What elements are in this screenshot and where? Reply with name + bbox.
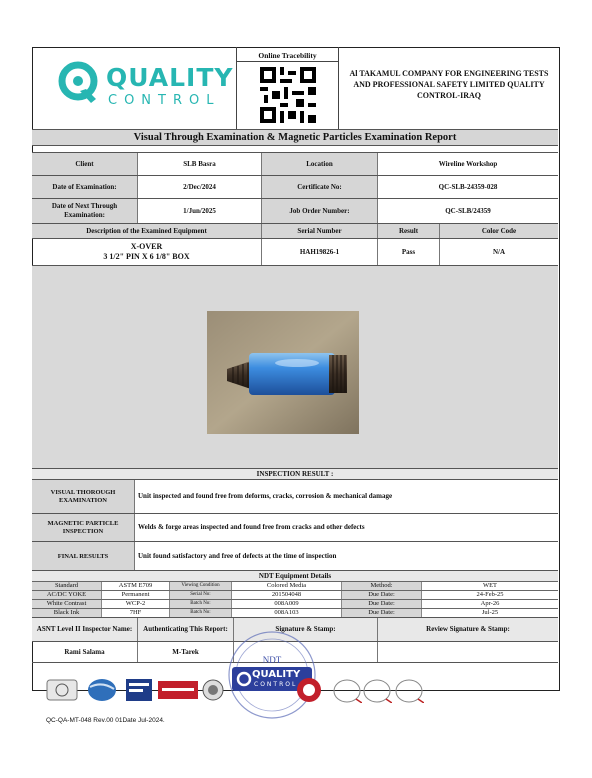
- ndt-cell: 7HF: [102, 609, 170, 617]
- ndt-cell: WET: [482, 582, 498, 589]
- result-header: Result: [378, 224, 440, 238]
- job-order-label: Job Order Number:: [262, 199, 378, 223]
- ndt-cell: Batch No:: [170, 600, 232, 608]
- auth-label: Authenticating This Report:: [138, 618, 234, 641]
- equipment-row: [32, 238, 558, 265]
- title-row: [32, 129, 558, 145]
- ndt-cell: Method:: [342, 582, 422, 590]
- globe-badge-icon: [86, 677, 118, 703]
- ndt-cell: White Contrast: [32, 600, 102, 608]
- ndt-cell: ASTM E709: [102, 582, 170, 590]
- ndt-cell: Serial No:: [170, 591, 232, 599]
- seal-badge-icon: [202, 679, 224, 701]
- signature-label: Signature & Stamp:: [234, 618, 378, 641]
- footer-revision: QC-QA-MT-048 Rev.00 01Date Jul-2024.: [46, 717, 165, 724]
- ndt-cell: AC/DC YOKE: [32, 591, 102, 599]
- qr-code-icon: [260, 67, 316, 123]
- company-name: Al TAKAMUL COMPANY FOR ENGINEERING TESTS AND PROFESSIONAL SAFETY LIMITED QUALITY CONTROL-IRAQ: [349, 69, 549, 100]
- serial-value: HAH19826-1: [262, 239, 378, 265]
- gray-seal-badge-icon: [394, 679, 424, 703]
- inspection-row: [32, 541, 558, 570]
- inspector-name: Rami Salama: [32, 642, 138, 662]
- color-header: Color Code: [481, 226, 517, 235]
- equipment-header-row: [32, 223, 558, 238]
- ndt-cell: Due Date:: [342, 591, 422, 599]
- job-order-value: QC-SLB/24359: [445, 206, 491, 215]
- desc-line-1: X-OVER: [130, 242, 163, 251]
- company-stamp: [226, 629, 318, 721]
- equipment-photo-area: [32, 265, 558, 469]
- ndt-cell: Viewing Condition: [170, 582, 232, 590]
- inspector-label: ASNT Level II Inspector Name:: [32, 618, 138, 641]
- spacer-row: [32, 145, 558, 152]
- date-exam-value: 2/Dec/2024: [138, 176, 262, 198]
- ndt-cell: 201504048: [232, 591, 342, 599]
- equipment-description: [32, 239, 262, 265]
- ndt-cell: Colored Media: [232, 582, 342, 590]
- certificate-value: QC-SLB-24359-028: [438, 182, 498, 191]
- accreditation-logos: [46, 677, 426, 707]
- review-signature-area: [378, 642, 558, 662]
- desc-header: Description of the Examined Equipment: [32, 224, 262, 238]
- ndt-row: [32, 590, 558, 599]
- ndt-cell: WCP-2: [102, 600, 170, 608]
- info-row: [32, 198, 558, 223]
- color-value: N/A: [492, 247, 506, 256]
- mpi-text: Welds & forge areas inspected and found free from cracks and other defects: [138, 523, 365, 531]
- inspection-title: INSPECTION RESULT :: [256, 469, 334, 478]
- ndt-cell: Batch No:: [170, 609, 232, 617]
- report-page: [32, 47, 560, 745]
- ndt-cell: Due Date:: [342, 609, 422, 617]
- location-label: Location: [262, 153, 378, 175]
- review-label: Review Signature & Stamp:: [426, 625, 510, 633]
- ndt-table: [32, 581, 558, 617]
- equipment-photo: [207, 311, 359, 434]
- final-text: Unit found satisfactory and free of defects at the time of inspection: [138, 551, 337, 560]
- next-exam-label: Date of Next Through Examination:: [32, 199, 138, 223]
- result-value: Pass: [378, 239, 440, 265]
- leea-badge-icon: [126, 679, 152, 701]
- ndt-title: NDT Equipment Details: [258, 571, 332, 580]
- location-value: Wireline Workshop: [438, 159, 498, 168]
- inspection-title-row: [32, 468, 558, 479]
- mpi-label: MAGNETIC PARTICLE INSPECTION: [32, 514, 135, 541]
- client-label: Client: [32, 153, 138, 175]
- info-row: [32, 175, 558, 198]
- header-divider: [338, 47, 339, 129]
- ndt-cell: Permanent: [102, 591, 170, 599]
- auth-name: M-Tarek: [138, 642, 234, 662]
- header: [32, 47, 558, 129]
- ndt-cell: 24-Feb-25: [476, 591, 504, 598]
- ndt-cell: 008A009: [232, 600, 342, 608]
- inspection-row: [32, 513, 558, 541]
- date-exam-label: Date of Examination:: [32, 176, 138, 198]
- online-tracebility-label: Online Tracebility: [258, 51, 317, 60]
- client-value: SLB Basra: [138, 153, 262, 175]
- ndt-cell: Black Ink: [32, 609, 102, 617]
- logo-word-quality: QUALITY: [106, 63, 234, 92]
- ndt-cell: Apr-26: [480, 600, 500, 607]
- ndt-row: [32, 608, 558, 617]
- ndt-title-row: [32, 570, 558, 581]
- stamp-ndt: NDT: [262, 655, 282, 665]
- inspection-row: [32, 479, 558, 513]
- visual-text: Unit inspected and found free from deforms, cracks, corrosion & mechanical damage: [138, 492, 393, 500]
- ndt-cell: Due Date:: [342, 600, 422, 608]
- ndt-cell: Standard: [32, 582, 102, 590]
- final-label: FINAL RESULTS: [32, 542, 135, 570]
- quality-control-logo-icon: [58, 61, 98, 105]
- ndt-cell: 008A103: [232, 609, 342, 617]
- logo-word-control: CONTROL: [108, 93, 221, 108]
- stamp-word-control: CONTROL: [254, 681, 298, 688]
- next-exam-value: 1/Jun/2025: [138, 199, 262, 223]
- ndt-row: [32, 581, 558, 590]
- desc-line-2: 3 1/2" PIN X 6 1/8" BOX: [103, 252, 190, 261]
- visual-label: VISUAL THOROUGH EXAMINATION: [32, 480, 135, 513]
- ndt-row: [32, 599, 558, 608]
- report-title: Visual Through Examination & Magnetic Particles Examination Report: [133, 132, 457, 143]
- info-row: [32, 152, 558, 175]
- certificate-label: Certificate No:: [262, 176, 378, 198]
- red-circle-badge-icon: [296, 677, 322, 703]
- gray-seal-badge-icon: [332, 679, 362, 703]
- accreditation-badge-icon: [46, 679, 78, 701]
- ndt-cell: Jul-25: [481, 609, 499, 616]
- stamp-word-quality: QUALITY: [252, 669, 301, 680]
- serial-header: Serial Number: [262, 224, 378, 238]
- gray-seal-badge-icon: [362, 679, 392, 703]
- red-badge-icon: [158, 681, 198, 699]
